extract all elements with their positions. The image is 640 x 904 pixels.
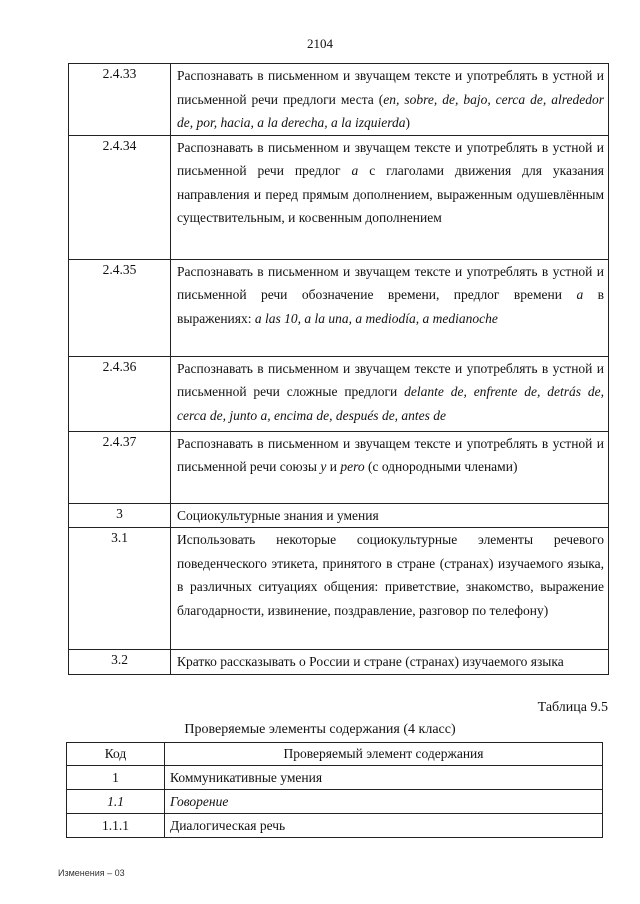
row-text (171, 431, 609, 503)
row-text-after: с глаголами движения для указания направления и перед прямым дополнением, выраженным одушевлённым существительным, и косвенным дополнением (177, 163, 604, 225)
row-text-italic: delante de, enfrente de, detrás de, cerca de, junto a, encima de, después de, antes de (177, 384, 604, 423)
table-row (69, 431, 609, 503)
row-code: 3.1 (69, 528, 171, 650)
header-code: Код (67, 743, 165, 766)
row-code: 2.4.33 (69, 64, 171, 136)
table-header-row (67, 743, 603, 766)
row-text: Кратко рассказывать о России и стране (странах) изучаемого языка (171, 650, 609, 675)
row-text-after: и (326, 459, 341, 474)
row-text: Использовать некоторые социокультурные элементы речевого поведенческого этикета, принятого в стране (странах) изучаемого языка, в различных ситуациях общения: приветствие, знакомство, выражение благодарности, извинение, поздравление, разговор по телефону) (171, 528, 609, 650)
row-text-italic-2: a las 10, a la una, a mediodía, a medianoche (254, 310, 498, 326)
checked-elements-table (66, 742, 603, 838)
row-text-italic: a (576, 287, 584, 302)
row-text: Говорение (165, 790, 603, 814)
table-row (69, 650, 609, 675)
row-code: 1.1.1 (67, 814, 165, 838)
row-text-main: Распознавать в письменном и звучащем тексте и употреблять в устной и письменной речи предлог (177, 139, 604, 178)
table-row (69, 528, 609, 650)
row-text-main: Распознавать в письменном и звучащем тексте и употреблять в устной и письменной речи обозначение времени, предлог времени (177, 263, 604, 302)
content-table-continued (68, 63, 609, 675)
table-row (69, 356, 609, 431)
row-code: 3 (69, 503, 171, 528)
row-text-main: Распознавать в письменном и звучащем тексте и употреблять в устной и письменной речи предлоги места ( (177, 68, 604, 107)
row-text (171, 356, 609, 431)
row-code: 2.4.36 (69, 356, 171, 431)
row-text: Социокультурные знания и умения (171, 503, 609, 528)
table-row (69, 135, 609, 259)
row-code: 1 (67, 766, 165, 790)
row-text-after: в выражениях: (177, 287, 604, 326)
row-code: 2.4.37 (69, 431, 171, 503)
footer-changes-note: Изменения – 03 (58, 868, 125, 878)
table-label: Таблица 9.5 (537, 700, 608, 715)
row-text (171, 259, 609, 356)
table-row (67, 766, 603, 790)
row-text-italic: y (320, 459, 327, 474)
table-caption: Проверяемые элементы содержания (4 класс) (184, 722, 456, 737)
table-row (67, 790, 603, 814)
table-row (69, 503, 609, 528)
table-row (69, 259, 609, 356)
row-text-italic: en, sobre, de, bajo, cerca de, alrededor de, por, hacia, a la derecha, a la izquierda (177, 91, 604, 130)
row-text-after: ) (405, 115, 410, 130)
table-row (69, 64, 609, 136)
row-code: 3.2 (69, 650, 171, 675)
row-text: Коммуникативные умения (165, 766, 603, 790)
row-text-after-2: (с однородными членами) (364, 459, 518, 474)
row-text-italic: a (351, 163, 359, 178)
row-text: Диалогическая речь (165, 814, 603, 838)
row-code: 2.4.34 (69, 135, 171, 259)
row-code: 2.4.35 (69, 259, 171, 356)
row-text (171, 135, 609, 259)
row-text-italic-2: pero (340, 459, 365, 474)
row-text (171, 64, 609, 136)
row-text-main: Распознавать в письменном и звучащем тексте и употреблять в устной и письменной речи союзы (177, 435, 604, 474)
row-code: 1.1 (67, 790, 165, 814)
header-element: Проверяемый элемент содержания (165, 743, 603, 766)
row-text-main: Распознавать в письменном и звучащем тексте и употреблять в устной и письменной речи сложные предлоги (177, 360, 604, 399)
page-number: 2104 (307, 36, 333, 51)
table-row (67, 814, 603, 838)
